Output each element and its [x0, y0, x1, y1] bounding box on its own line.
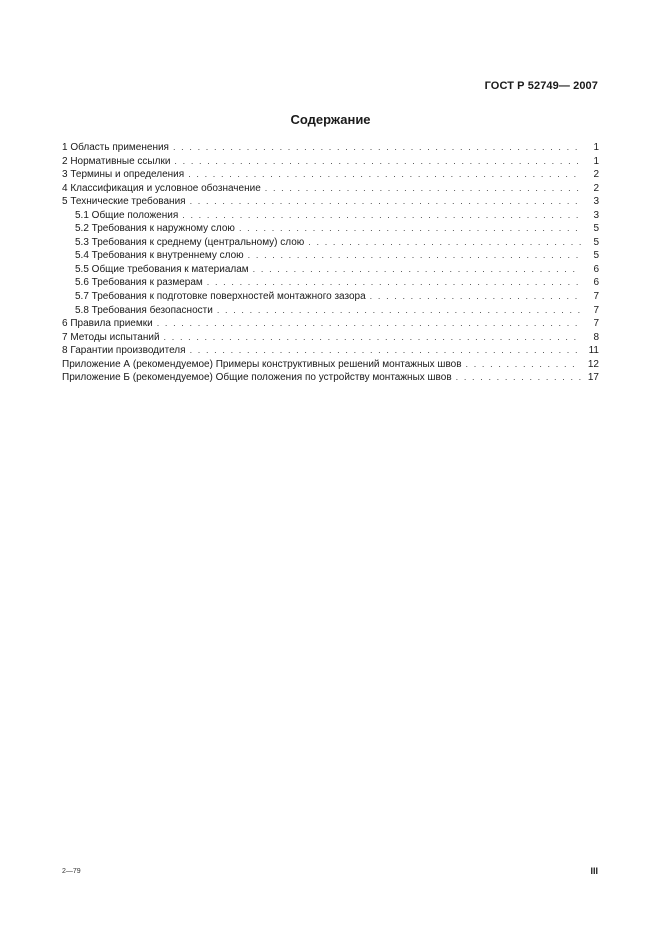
toc-dot-leader [164, 331, 581, 345]
toc-dot-leader [239, 222, 581, 236]
toc-entry[interactable] [62, 263, 599, 277]
toc-entry[interactable] [62, 182, 599, 196]
toc-entry-page: 3 [593, 209, 599, 221]
toc-dot-leader [456, 371, 581, 385]
document-standard-header: ГОСТ Р 52749— 2007 [484, 80, 598, 92]
toc-entry[interactable] [62, 222, 599, 236]
toc-entry-page: 1 [593, 142, 599, 153]
toc-entry[interactable] [62, 331, 599, 345]
toc-entry[interactable] [62, 276, 599, 290]
toc-entry-page: 2 [593, 182, 599, 194]
toc-entry[interactable] [62, 249, 599, 263]
toc-entry-label: 5.6 Требования к размерам [75, 277, 203, 289]
toc-entry[interactable] [62, 317, 599, 331]
toc-entry[interactable] [62, 141, 599, 155]
toc-entry-page: 17 [587, 372, 599, 384]
toc-title: Содержание [290, 112, 371, 127]
toc-dot-leader [157, 317, 581, 331]
toc-entry-label: 5.7 Требования к подготовке поверхностей монтажного зазора [75, 291, 366, 303]
toc-dot-leader [190, 195, 581, 209]
toc-entry[interactable] [62, 304, 599, 318]
toc-entry-page: 7 [593, 318, 599, 330]
toc-entry-page: 7 [593, 291, 599, 303]
toc-dot-leader [466, 358, 581, 372]
toc-entry[interactable] [62, 371, 599, 385]
toc-entry-page: 7 [593, 304, 599, 316]
toc-dot-leader [173, 141, 581, 155]
toc-entry-label: 5.8 Требования безопасности [75, 304, 213, 316]
toc-entry-page: 11 [588, 345, 599, 357]
toc-dot-leader [174, 155, 581, 169]
toc-dot-leader [308, 236, 581, 250]
toc-dot-leader [188, 168, 581, 182]
toc-entry-label: 7 Методы испытаний [62, 331, 160, 343]
toc-entry-page: 5 [593, 250, 599, 262]
toc-entry-page: 8 [593, 331, 599, 343]
toc-entry-label: 8 Гарантии производителя [62, 345, 186, 357]
toc-entry-label: 5.4 Требования к внутреннему слою [75, 250, 244, 262]
toc-entry-page: 5 [593, 236, 599, 248]
toc-entry[interactable] [62, 290, 599, 304]
toc-dot-leader [370, 290, 581, 304]
toc-entry[interactable] [62, 358, 599, 372]
toc-dot-leader [248, 249, 581, 263]
toc-entry-label: 2 Нормативные ссылки [62, 155, 171, 167]
toc-dot-leader [182, 209, 581, 223]
toc-entry-label: 5.1 Общие положения [75, 209, 179, 221]
toc-entry[interactable] [62, 344, 599, 358]
toc-entry-page: 1 [593, 155, 599, 167]
toc-entry-label: 1 Область применения [62, 142, 169, 153]
toc-entry-page: 12 [587, 358, 599, 370]
toc-entry-page: 2 [593, 169, 599, 181]
toc-entry-label: 5.5 Общие требования к материалам [75, 263, 249, 275]
toc-entry-label: 5 Технические требования [62, 196, 186, 208]
toc-dot-leader [253, 263, 581, 277]
toc-entry[interactable] [62, 236, 599, 250]
toc-entry-label: 5.3 Требования к среднему (центральному) слою [75, 236, 305, 248]
toc-entry-page: 3 [593, 196, 599, 208]
toc-entry-label: Приложение А (рекомендуемое) Примеры конструктивных решений монтажных швов [62, 358, 462, 370]
toc-entry[interactable] [62, 168, 599, 182]
toc-entry-label: Приложение Б (рекомендуемое) Общие положения по устройству монтажных швов [62, 372, 452, 384]
toc-dot-leader [190, 344, 581, 358]
toc-entry-label: 3 Термины и определения [62, 169, 185, 181]
toc-entry[interactable] [62, 155, 599, 169]
toc-entry-label: 6 Правила приемки [62, 318, 153, 330]
toc-dot-leader [265, 182, 581, 196]
toc-entry-page: 6 [593, 263, 599, 275]
toc-entry-label: 5.2 Требования к наружному слою [75, 223, 235, 235]
toc-entry-page: 5 [593, 223, 599, 235]
table-of-contents [62, 141, 599, 385]
toc-dot-leader [217, 304, 581, 318]
page-number: III [590, 866, 598, 876]
toc-dot-leader [207, 276, 581, 290]
toc-entry[interactable] [62, 209, 599, 223]
toc-entry[interactable] [62, 195, 599, 209]
toc-entry-label: 4 Классификация и условное обозначение [62, 182, 261, 194]
print-mark: 2—79 [62, 868, 81, 875]
toc-entry-page: 6 [593, 277, 599, 289]
